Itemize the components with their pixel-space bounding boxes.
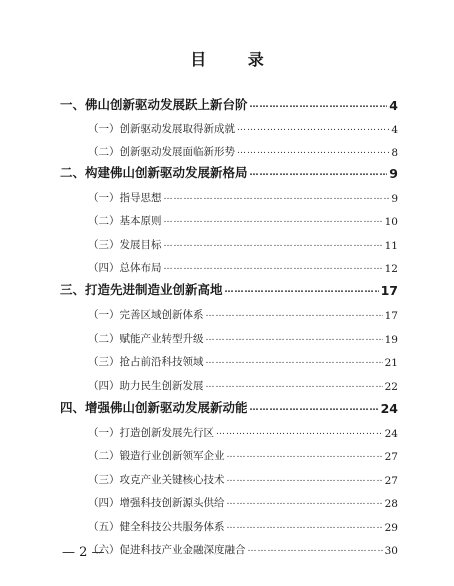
- toc-subsection-label: （一）完善区域创新体系: [88, 309, 204, 321]
- toc-page-number: 8: [391, 147, 398, 159]
- toc-section-label: 四、增强佛山创新驱动发展新动能: [60, 400, 248, 415]
- dot-leader: [164, 193, 390, 202]
- toc-subsection-label: （三）抢占前沿科技领域: [88, 356, 204, 368]
- dot-leader: [164, 216, 383, 225]
- toc-subsection-entry[interactable]: [88, 187, 398, 205]
- toc-subsection-label: （一）打造创新发展先行区: [88, 427, 214, 439]
- toc-title: 目 录: [190, 50, 282, 69]
- dot-leader: [216, 428, 383, 437]
- toc-page-number: 22: [384, 381, 398, 393]
- toc-subsection-label: （三）发展目标: [88, 239, 162, 251]
- toc-subsection-entry[interactable]: [88, 422, 398, 440]
- toc-page-number: 21: [384, 357, 398, 369]
- toc-subsection-label: （一）创新驱动发展取得新成就: [88, 123, 235, 135]
- toc-page-number: 17: [380, 283, 398, 298]
- toc-page-number: 12: [384, 263, 398, 275]
- dot-leader: [227, 498, 383, 507]
- toc-section-label: 二、构建佛山创新驱动发展新格局: [60, 165, 248, 180]
- toc-page-number: 27: [384, 475, 398, 487]
- toc-page-number: 4: [391, 124, 398, 136]
- dot-leader: [206, 334, 383, 343]
- dot-leader: [248, 545, 383, 554]
- dot-leader: [206, 310, 383, 319]
- page-number: — 2 —: [62, 545, 105, 560]
- toc-subsection-entry[interactable]: [88, 118, 398, 136]
- dot-leader: [250, 169, 388, 178]
- dot-leader: [164, 240, 383, 249]
- toc-page-number: 27: [384, 451, 398, 463]
- toc-subsection-entry[interactable]: [88, 516, 398, 534]
- toc-subsection-entry[interactable]: [88, 210, 398, 228]
- dot-leader: [237, 147, 389, 156]
- toc-subsection-entry[interactable]: [88, 328, 398, 346]
- toc-section-entry[interactable]: [60, 163, 398, 181]
- toc-page-number: 30: [384, 545, 398, 557]
- toc-subsection-entry[interactable]: [88, 234, 398, 252]
- toc-subsection-label: （一）指导思想: [88, 192, 162, 204]
- toc-subsection-entry[interactable]: [88, 141, 398, 159]
- dot-leader: [237, 124, 389, 133]
- toc-subsection-label: （三）攻克产业关键核心技术: [88, 474, 225, 486]
- toc-subsection-label: （四）增强科技创新源头供给: [88, 497, 225, 509]
- toc-page-number: 28: [384, 498, 398, 510]
- toc-subsection-label: （四）助力民生创新发展: [88, 380, 204, 392]
- toc-subsection-entry[interactable]: [88, 492, 398, 510]
- toc-subsection-entry[interactable]: [88, 375, 398, 393]
- toc-subsection-label: （五）健全科技公共服务体系: [88, 521, 225, 533]
- toc-subsection-entry[interactable]: [88, 539, 398, 557]
- toc-subsection-entry[interactable]: [88, 304, 398, 322]
- dot-leader: [164, 263, 383, 272]
- toc-page-number: 9: [389, 166, 398, 181]
- toc-section-entry[interactable]: [60, 95, 398, 113]
- dot-leader: [225, 286, 379, 295]
- toc-page-number: 17: [384, 310, 398, 322]
- toc-page-number: 4: [389, 98, 398, 113]
- toc-page-number: 9: [391, 193, 398, 205]
- toc-subsection-label: （二）赋能产业转型升级: [88, 333, 204, 345]
- dot-leader: [206, 381, 383, 390]
- toc-page-number: 10: [384, 216, 398, 228]
- dot-leader: [250, 101, 388, 110]
- dot-leader: [227, 451, 383, 460]
- toc-page-number: 29: [384, 522, 398, 534]
- toc-subsection-entry[interactable]: [88, 351, 398, 369]
- toc-page-number: 19: [384, 334, 398, 346]
- toc-subsection-label: （二）锻造行业创新领军企业: [88, 450, 225, 462]
- toc-subsection-entry[interactable]: [88, 469, 398, 487]
- toc-subsection-entry[interactable]: [88, 445, 398, 463]
- dot-leader: [227, 522, 383, 531]
- toc-page-number: 24: [380, 401, 398, 416]
- toc-subsection-label: （六）促进科技产业金融深度融合: [88, 544, 246, 556]
- toc-section-entry[interactable]: [60, 280, 398, 298]
- dot-leader: [227, 475, 383, 484]
- dot-leader: [250, 404, 379, 413]
- toc-page-number: 24: [384, 428, 398, 440]
- toc-section-label: 一、佛山创新驱动发展跃上新台阶: [60, 97, 248, 112]
- toc-page-number: 11: [384, 240, 398, 252]
- dot-leader: [206, 357, 383, 366]
- toc-subsection-label: （四）总体布局: [88, 262, 162, 274]
- toc-subsection-label: （二）创新驱动发展面临新形势: [88, 146, 235, 158]
- toc-section-entry[interactable]: [60, 398, 398, 416]
- toc-subsection-entry[interactable]: [88, 257, 398, 275]
- toc-subsection-label: （二）基本原则: [88, 215, 162, 227]
- toc-section-label: 三、打造先进制造业创新高地: [60, 282, 223, 297]
